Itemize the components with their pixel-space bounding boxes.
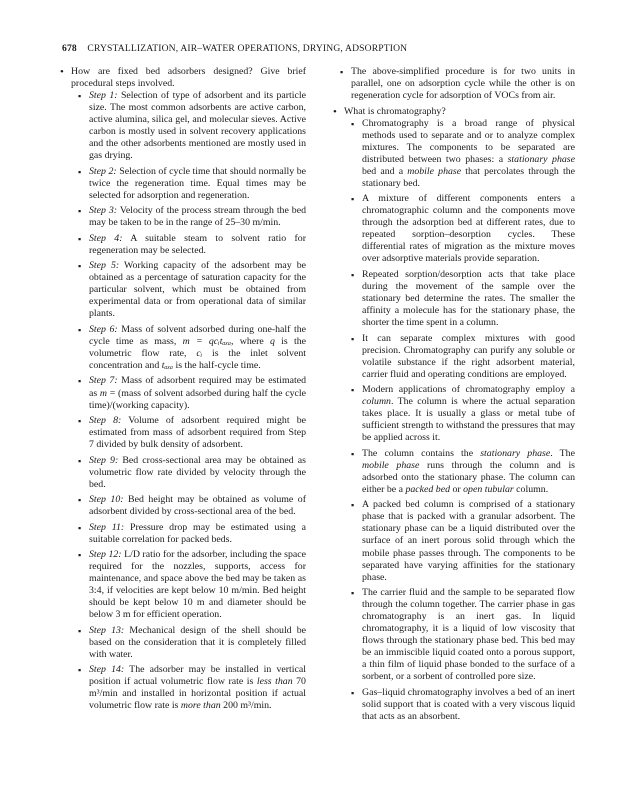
step-item: ▪ Step 2: Selection of cycle time that should normally be twice the regeneration time. Equal times may be selected for adsorption and regeneration. xyxy=(60,166,306,202)
bullet-item: ▪ A mixture of different components enters a chromatographic column and the components move through the adsorption bed at different rates, due to repeated sorption–desorption cycles. These differential rates of migration as the mixture moves over adsorptive materials provide separation. xyxy=(333,193,575,265)
step-item: ▪ Step 3: Velocity of the process stream through the bed may be taken to be in the range of 25–30 m/min. xyxy=(60,205,306,229)
step-item: ▪ Step 1: Selection of type of adsorbent and its particle size. The most common adsorbents are active carbon, active alumina, silica gel, and molecular sieves. Active carbon is mostly used in solvent recovery applications and the other adsorbents mentioned are mostly used in gas drying. xyxy=(60,90,306,162)
bullet-item: ▪ Gas–liquid chromatography involves a bed of an inert solid support that is coated with a very viscous liquid that acts as an absorbent. xyxy=(333,687,575,723)
right-column xyxy=(333,66,575,726)
step-item: ▪ Step 5: Working capacity of the adsorbent may be obtained as a percentage of saturation capacity for the particular solvent, which must be obtained from experimental data or from operational data of similar plants. xyxy=(60,260,306,320)
bullet-item: ▪ The carrier fluid and the sample to be separated flow through the column together. The carrier phase in gas chromatography is an inert gas. In liquid chromatography, it is a liquid of low viscosity that flows through the stationary phase bed. This bed may be an immiscible liquid coated onto a porous support, a thin film of liquid phase bonded to the surface of a sorbent, or a sorbent of controlled pore size. xyxy=(333,587,575,683)
question-fixed-bed: • How are fixed bed adsorbers designed? Give brief procedural steps involved. xyxy=(60,66,306,90)
running-title: CRYSTALLIZATION, AIR–WATER OPERATIONS, DRYING, ADSORPTION xyxy=(87,43,408,54)
step-item: ▪ Step 8: Volume of adsorbent required might be estimated from mass of adsorbent required from Step 7 divided by bulk density of adsorbent. xyxy=(60,415,306,451)
step-item: ▪ Step 12: L/D ratio for the adsorber, including the space required for the nozzles, supports, access for maintenance, and space above the bed may be taken as 3:4, if velocities are kept below 10 m/min. Bed height should be kept below 10 m and diameter should be below 3 m for efficient operation. xyxy=(60,549,306,621)
bullet-item: ▪ Chromatography is a broad range of physical methods used to separate and or to analyze complex mixtures. The components to be separated are distributed between two phases: a stationary phase bed and a mobile phase that percolates through the stationary bed. xyxy=(333,118,575,190)
bullet-item: ▪ It can separate complex mixtures with good precision. Chromatography can purify any soluble or volatile substance if the right adsorbent material, carrier fluid and operating conditions are employed. xyxy=(333,333,575,381)
continuation-list xyxy=(333,66,575,102)
bullet-item: ▪ The above-simplified procedure is for two units in parallel, one on adsorption cycle while the other is on regeneration cycle for adsorption of VOCs from air. xyxy=(333,66,575,102)
page-number: 678 xyxy=(62,43,77,54)
formula: m = qcᵢtₐₓₐ xyxy=(182,335,231,347)
step-item: ▪ Step 11: Pressure drop may be estimated using a suitable correlation for packed beds. xyxy=(60,522,306,546)
bullet-item: ▪ Modern applications of chromatography employ a column. The column is where the actual separation takes place. It is usually a glass or metal tube of sufficient strength to withstand the pressures that may be applied across it. xyxy=(333,384,575,444)
step-item: ▪ Step 9: Bed cross-sectional area may be obtained as volumetric flow rate divided by velocity through the bed. xyxy=(60,455,306,491)
chromatography-list xyxy=(333,118,575,723)
bullet-item: ▪ Repeated sorption/desorption acts that take place during the movement of the sample over the stationary bed determine the rates. The smaller the affinity a molecule has for the stationary phase, the shorter the time spent in a column. xyxy=(333,269,575,329)
step-item: ▪ Step 7: Mass of adsorbent required may be estimated as m = (mass of solvent adsorbed during half the cycle time)/(working capacity). xyxy=(60,375,306,411)
step-item: ▪ Step 14: The adsorber may be installed in vertical position if actual volumetric flow rate is less than 70 m³/min and installed in horizontal position if actual volumetric flow rate is more than 200 m³/min. xyxy=(60,664,306,712)
step-item: ▪ Step 10: Bed height may be obtained as volume of adsorbent divided by cross-sectional area of the bed. xyxy=(60,494,306,518)
question-chromatography: • What is chromatography? xyxy=(333,106,575,118)
bullet-item: ▪ A packed bed column is comprised of a stationary phase that is packed with a granular adsorbent. The stationary phase can be a liquid distributed over the surface of an inert porous solid through which the mobile phase passes through. The components to be separated have varying affinities for the stationary phase. xyxy=(333,499,575,583)
left-column xyxy=(60,66,306,716)
step-item: ▪ Step 4: A suitable steam to solvent ratio for regeneration may be selected. xyxy=(60,233,306,257)
step-item: ▪ Step 13: Mechanical design of the shell should be based on the consideration that it is completely filled with water. xyxy=(60,625,306,661)
step-list xyxy=(60,90,306,712)
bullet-item: ▪ The column contains the stationary phase. The mobile phase runs through the column and is adsorbed onto the stationary phase. The column can either be a packed bed or open tubular column. xyxy=(333,448,575,496)
running-header xyxy=(62,43,407,54)
step-item: ▪ Step 6: Mass of solvent adsorbed during one-half the cycle time as mass, m = qcᵢtₐₓₐ, where q is the volumetric flow rate, cᵢ is the inlet solvent concentration and tₐₓₐ is the half-cycle time. xyxy=(60,324,306,372)
